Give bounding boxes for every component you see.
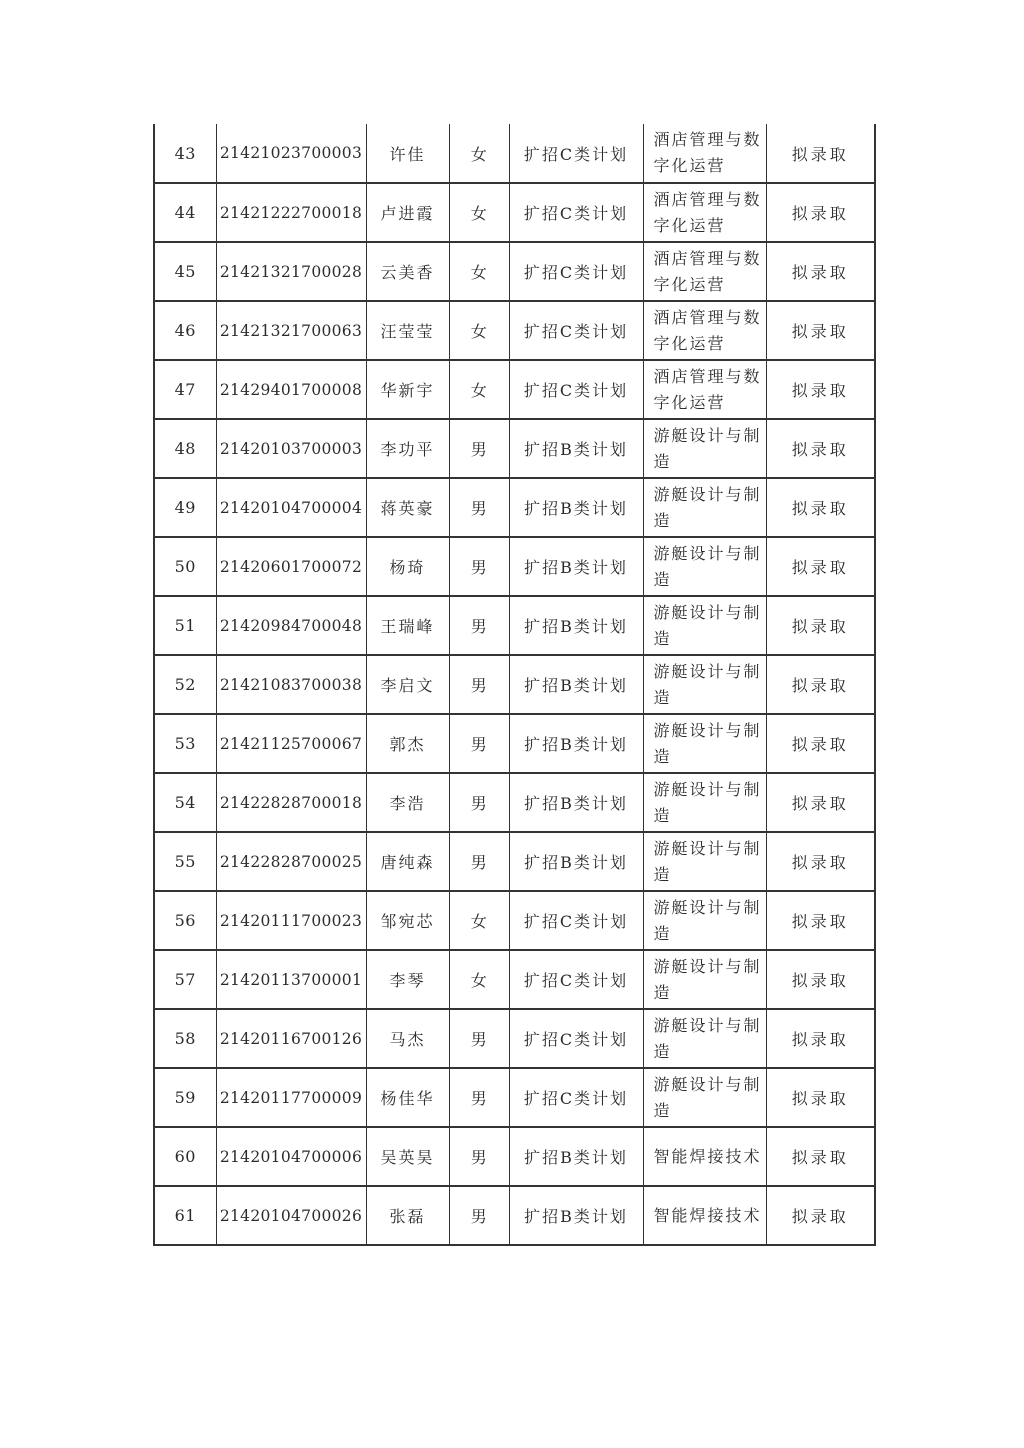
plan-type-cell: 扩招B类计划 — [509, 773, 643, 832]
plan-type-cell: 扩招B类计划 — [509, 537, 643, 596]
student-name-cell: 邹宛芯 — [366, 891, 449, 950]
candidate-id-cell: 21429401700008 — [216, 360, 366, 419]
gender-cell: 男 — [449, 478, 509, 537]
gender-cell: 男 — [449, 1186, 509, 1245]
student-name-cell: 许佳 — [366, 124, 449, 183]
table-row — [154, 360, 875, 419]
table-row — [154, 1127, 875, 1186]
candidate-id-cell: 21422828700025 — [216, 832, 366, 891]
major-cell: 游艇设计与制造 — [643, 537, 766, 596]
row-number-cell: 54 — [154, 773, 216, 832]
row-number-cell: 53 — [154, 714, 216, 773]
candidate-id-cell: 21420117700009 — [216, 1068, 366, 1127]
row-number-cell: 59 — [154, 1068, 216, 1127]
student-name-cell: 吴英昊 — [366, 1127, 449, 1186]
table-row — [154, 655, 875, 714]
row-number-cell: 48 — [154, 419, 216, 478]
candidate-id-cell: 21420111700023 — [216, 891, 366, 950]
student-name-cell: 云美香 — [366, 242, 449, 301]
major-cell: 酒店管理与数字化运营 — [643, 183, 766, 242]
row-number-cell: 44 — [154, 183, 216, 242]
table-body — [154, 124, 875, 1245]
row-number-cell: 58 — [154, 1009, 216, 1068]
gender-cell: 男 — [449, 832, 509, 891]
admission-status-cell: 拟录取 — [766, 832, 875, 891]
major-cell: 智能焊接技术 — [643, 1186, 766, 1245]
student-name-cell: 马杰 — [366, 1009, 449, 1068]
table-row — [154, 773, 875, 832]
admission-status-cell: 拟录取 — [766, 124, 875, 183]
admission-status-cell: 拟录取 — [766, 891, 875, 950]
major-cell: 游艇设计与制造 — [643, 419, 766, 478]
candidate-id-cell: 21421023700003 — [216, 124, 366, 183]
student-name-cell: 蒋英豪 — [366, 478, 449, 537]
gender-cell: 女 — [449, 183, 509, 242]
admission-status-cell: 拟录取 — [766, 537, 875, 596]
gender-cell: 男 — [449, 655, 509, 714]
admission-status-cell: 拟录取 — [766, 1127, 875, 1186]
plan-type-cell: 扩招B类计划 — [509, 478, 643, 537]
table-row — [154, 183, 875, 242]
plan-type-cell: 扩招B类计划 — [509, 714, 643, 773]
admission-status-cell: 拟录取 — [766, 242, 875, 301]
gender-cell: 女 — [449, 360, 509, 419]
major-cell: 酒店管理与数字化运营 — [643, 124, 766, 183]
gender-cell: 男 — [449, 1127, 509, 1186]
student-name-cell: 李琴 — [366, 950, 449, 1009]
plan-type-cell: 扩招C类计划 — [509, 360, 643, 419]
gender-cell: 男 — [449, 419, 509, 478]
admission-table — [153, 124, 876, 1246]
admission-status-cell: 拟录取 — [766, 419, 875, 478]
gender-cell: 女 — [449, 124, 509, 183]
row-number-cell: 55 — [154, 832, 216, 891]
table-row — [154, 891, 875, 950]
candidate-id-cell: 21420104700006 — [216, 1127, 366, 1186]
table-row — [154, 1186, 875, 1245]
gender-cell: 女 — [449, 301, 509, 360]
plan-type-cell: 扩招B类计划 — [509, 655, 643, 714]
gender-cell: 男 — [449, 1009, 509, 1068]
major-cell: 智能焊接技术 — [643, 1127, 766, 1186]
admission-status-cell: 拟录取 — [766, 183, 875, 242]
major-cell: 游艇设计与制造 — [643, 714, 766, 773]
candidate-id-cell: 21421083700038 — [216, 655, 366, 714]
table-row — [154, 1009, 875, 1068]
major-cell: 游艇设计与制造 — [643, 832, 766, 891]
plan-type-cell: 扩招C类计划 — [509, 124, 643, 183]
admission-status-cell: 拟录取 — [766, 655, 875, 714]
plan-type-cell: 扩招C类计划 — [509, 242, 643, 301]
gender-cell: 男 — [449, 773, 509, 832]
gender-cell: 男 — [449, 537, 509, 596]
student-name-cell: 张磊 — [366, 1186, 449, 1245]
table-row — [154, 301, 875, 360]
candidate-id-cell: 21422828700018 — [216, 773, 366, 832]
admission-status-cell: 拟录取 — [766, 773, 875, 832]
admission-status-cell: 拟录取 — [766, 1068, 875, 1127]
table-row — [154, 124, 875, 183]
row-number-cell: 57 — [154, 950, 216, 1009]
plan-type-cell: 扩招B类计划 — [509, 1127, 643, 1186]
row-number-cell: 51 — [154, 596, 216, 655]
plan-type-cell: 扩招B类计划 — [509, 419, 643, 478]
row-number-cell: 50 — [154, 537, 216, 596]
admission-status-cell: 拟录取 — [766, 478, 875, 537]
candidate-id-cell: 21421321700063 — [216, 301, 366, 360]
major-cell: 游艇设计与制造 — [643, 1009, 766, 1068]
plan-type-cell: 扩招C类计划 — [509, 183, 643, 242]
student-name-cell: 李功平 — [366, 419, 449, 478]
table-row — [154, 596, 875, 655]
candidate-id-cell: 21421125700067 — [216, 714, 366, 773]
row-number-cell: 43 — [154, 124, 216, 183]
candidate-id-cell: 21420116700126 — [216, 1009, 366, 1068]
student-name-cell: 王瑞峰 — [366, 596, 449, 655]
major-cell: 游艇设计与制造 — [643, 891, 766, 950]
student-name-cell: 郭杰 — [366, 714, 449, 773]
row-number-cell: 60 — [154, 1127, 216, 1186]
gender-cell: 女 — [449, 950, 509, 1009]
gender-cell: 男 — [449, 596, 509, 655]
row-number-cell: 52 — [154, 655, 216, 714]
major-cell: 酒店管理与数字化运营 — [643, 242, 766, 301]
table-row — [154, 537, 875, 596]
major-cell: 酒店管理与数字化运营 — [643, 360, 766, 419]
major-cell: 游艇设计与制造 — [643, 950, 766, 1009]
table-row — [154, 950, 875, 1009]
plan-type-cell: 扩招B类计划 — [509, 832, 643, 891]
plan-type-cell: 扩招C类计划 — [509, 1068, 643, 1127]
row-number-cell: 45 — [154, 242, 216, 301]
student-name-cell: 杨琦 — [366, 537, 449, 596]
student-name-cell: 汪莹莹 — [366, 301, 449, 360]
student-name-cell: 杨佳华 — [366, 1068, 449, 1127]
row-number-cell: 56 — [154, 891, 216, 950]
candidate-id-cell: 21420984700048 — [216, 596, 366, 655]
major-cell: 游艇设计与制造 — [643, 596, 766, 655]
table-row — [154, 242, 875, 301]
row-number-cell: 46 — [154, 301, 216, 360]
candidate-id-cell: 21421222700018 — [216, 183, 366, 242]
student-name-cell: 唐纯森 — [366, 832, 449, 891]
row-number-cell: 49 — [154, 478, 216, 537]
gender-cell: 女 — [449, 891, 509, 950]
table-row — [154, 419, 875, 478]
major-cell: 游艇设计与制造 — [643, 1068, 766, 1127]
plan-type-cell: 扩招C类计划 — [509, 301, 643, 360]
plan-type-cell: 扩招B类计划 — [509, 596, 643, 655]
major-cell: 酒店管理与数字化运营 — [643, 301, 766, 360]
gender-cell: 女 — [449, 242, 509, 301]
admission-status-cell: 拟录取 — [766, 714, 875, 773]
table-row — [154, 478, 875, 537]
gender-cell: 男 — [449, 1068, 509, 1127]
plan-type-cell: 扩招C类计划 — [509, 891, 643, 950]
plan-type-cell: 扩招C类计划 — [509, 1009, 643, 1068]
student-name-cell: 卢进霞 — [366, 183, 449, 242]
student-name-cell: 李启文 — [366, 655, 449, 714]
row-number-cell: 61 — [154, 1186, 216, 1245]
major-cell: 游艇设计与制造 — [643, 773, 766, 832]
major-cell: 游艇设计与制造 — [643, 478, 766, 537]
student-name-cell: 华新宇 — [366, 360, 449, 419]
major-cell: 游艇设计与制造 — [643, 655, 766, 714]
candidate-id-cell: 21420104700004 — [216, 478, 366, 537]
student-name-cell: 李浩 — [366, 773, 449, 832]
candidate-id-cell: 21420601700072 — [216, 537, 366, 596]
table-row — [154, 832, 875, 891]
table-row — [154, 1068, 875, 1127]
plan-type-cell: 扩招B类计划 — [509, 1186, 643, 1245]
row-number-cell: 47 — [154, 360, 216, 419]
admission-status-cell: 拟录取 — [766, 301, 875, 360]
admission-status-cell: 拟录取 — [766, 1186, 875, 1245]
admission-status-cell: 拟录取 — [766, 1009, 875, 1068]
admission-status-cell: 拟录取 — [766, 360, 875, 419]
table-row — [154, 714, 875, 773]
candidate-id-cell: 21420113700001 — [216, 950, 366, 1009]
gender-cell: 男 — [449, 714, 509, 773]
candidate-id-cell: 21421321700028 — [216, 242, 366, 301]
admission-status-cell: 拟录取 — [766, 950, 875, 1009]
candidate-id-cell: 21420104700026 — [216, 1186, 366, 1245]
plan-type-cell: 扩招C类计划 — [509, 950, 643, 1009]
admission-status-cell: 拟录取 — [766, 596, 875, 655]
candidate-id-cell: 21420103700003 — [216, 419, 366, 478]
